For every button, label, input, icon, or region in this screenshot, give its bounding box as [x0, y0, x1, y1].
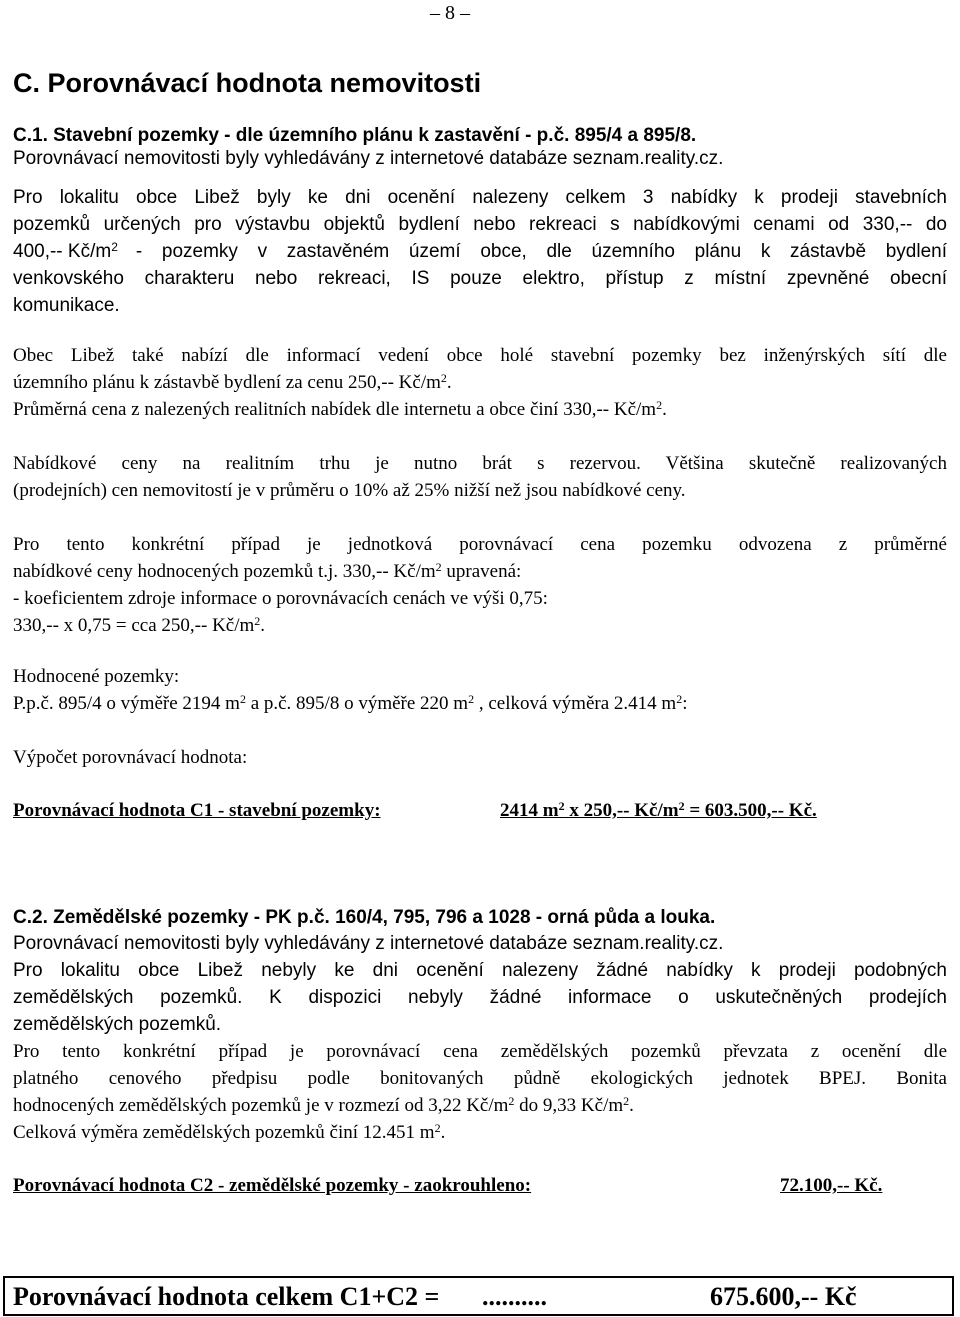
c2-line2: zemědělských pozemků. K dispozici nebyly žádné informace o uskutečněných prodejích — [13, 987, 947, 1008]
c2-result-value: 72.100,-- Kč. — [780, 1175, 883, 1196]
c1-p2-line2: územního plánu k zástavbě bydlení za cenu 250,-- $Kč/m^2$. — [13, 371, 452, 393]
c1-p1-line3-b: - pozemky v zastavěném území obce, dle územního plánu k zástavbě bydlení — [135, 241, 947, 262]
c1-p1-line1: Pro lokalitu obce Libež byly ke dni ocenění nalezeny celkem 3 nabídky k prodeji stavebních — [13, 187, 947, 208]
c1-p4-line2: nabídkové ceny hodnocených pozemků t.j. 330,-- $Kč/m^2$ upravená: — [13, 560, 522, 582]
total-dots: .......... — [482, 1282, 547, 1311]
c2-result-label: Porovnávací hodnota C2 - zemědělské pozemky - zaokrouhleno: — [13, 1175, 532, 1196]
page-title: C. Porovnávací hodnota nemovitosti — [13, 68, 482, 98]
c1-p1-line4: venkovského charakteru nebo rekreaci, IS pouze elektro, přístup z místní zpevněné obecní — [13, 268, 947, 289]
c2-line4: Pro tento konkrétní případ je porovnávací cena zemědělských pozemků převzata z ocenění dle — [13, 1041, 947, 1062]
c1-calc-label: Výpočet porovnávací hodnota: — [13, 747, 248, 768]
c1-source-text: Porovnávací nemovitosti byly vyhledávány z internetové databáze seznam.reality.cz. — [13, 148, 724, 169]
c2-line5: platného cenového předpisu podle bonitovaných půdně ekologických jednotek BPEJ. Bonita — [13, 1068, 947, 1089]
c1-result-value: 2414 $m^2$ x 250,-- $Kč/m^2 = 603.500,--$ Kč. — [500, 799, 817, 821]
c2-line3: zemědělských pozemků. — [13, 1014, 222, 1035]
c1-p1-line3-a: 400,-- $Kč/m^2$ — [13, 240, 118, 262]
c1-p3-line1: Nabídkové ceny na realitním trhu je nutno brát s rezervou. Většina skutečně realizovaných — [13, 453, 947, 474]
c1-p3-line2: (prodejních) cen nemovitostí je v průměru o 10% až 25% nižší než jsou nabídkové ceny. — [13, 480, 686, 501]
c1-p2-line1: Obec Libež také nabízí dle informací vedení obce holé stavební pozemky bez inženýrských sítí dle — [13, 345, 947, 366]
c2-source: Porovnávací nemovitosti byly vyhledávány z internetové databáze seznam.reality.cz. — [13, 933, 724, 954]
c2-line7: Celková výměra zemědělských pozemků činí 12.451 $m^2$. — [13, 1121, 446, 1143]
c2-line1: Pro lokalitu obce Libež nebyly ke dni ocenění nalezeny žádné nabídky k prodeji podobných — [13, 960, 947, 981]
c2-line6: hodnocených zemědělských pozemků je v rozmezí od 3,22 $Kč/m^2$ do 9,33 $Kč/m^2$. — [13, 1094, 634, 1116]
section-c1-heading: C.1. Stavební pozemky - dle územního plánu k zastavění - p.č. 895/4 a 895/8. — [13, 125, 697, 146]
section-c2-heading: C.2. Zemědělské pozemky - PK p.č. 160/4, 795, 796 a 1028 - orná půda a louka. — [13, 907, 716, 928]
c1-eval-label: Hodnocené pozemky: — [13, 666, 180, 687]
c1-source — [13, 146, 947, 172]
c1-p2-line3: Průměrná cena z nalezených realitních nabídek dle internetu a obce činí 330,-- $Kč/m^2$. — [13, 398, 667, 420]
c1-p1-line2: pozemků určených pro výstavbu objektů bydlení nebo rekreaci s nabídkovými cenami od 330,-- do — [13, 214, 947, 235]
c1-p4-line1: Pro tento konkrétní případ je jednotková porovnávací cena pozemku odvozena z průměrné — [13, 534, 947, 555]
c1-p4-line3: - koeficientem zdroje informace o porovnávacích cenách ve výši 0,75: — [13, 588, 548, 609]
page-number: – 8 – — [430, 2, 470, 24]
c1-p4-line4: 330,-- x 0,75 = cca 250,-- $Kč/m^2$. — [13, 614, 266, 636]
c1-eval-values: P.p.č. 895/4 o výměře 2194 $m^2$ a p.č. 895/8 o výměře 220 $m^2$ , celková výměra 2.414 $m^2$: — [13, 692, 688, 714]
total-label: Porovnávací hodnota celkem C1+C2 = — [13, 1282, 440, 1311]
total-value: 675.600,-- Kč — [710, 1282, 857, 1311]
c1-p1-line5: komunikace. — [13, 295, 120, 316]
c1-result-label: Porovnávací hodnota C1 - stavební pozemky: — [13, 800, 381, 821]
c1-p1-line3 — [13, 239, 947, 265]
